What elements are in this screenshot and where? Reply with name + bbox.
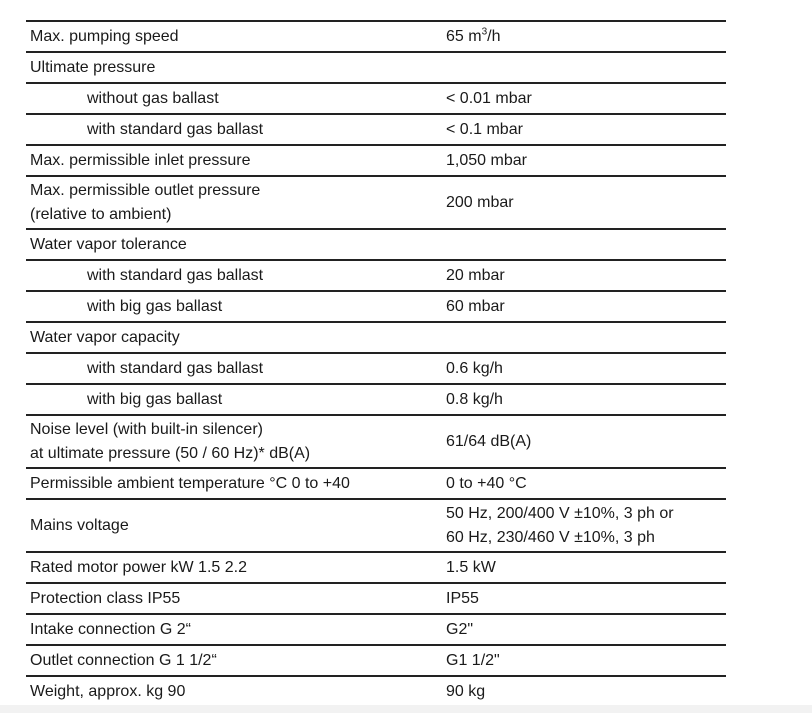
- row-value: G1 1/2": [446, 651, 500, 669]
- row-label: Max. permissible outlet pressure (relative to ambient): [30, 181, 261, 223]
- row-value: < 0.1 mbar: [446, 120, 523, 138]
- spec-table: [26, 20, 726, 708]
- row-value: 200 mbar: [446, 193, 514, 211]
- row-label: Rated motor power kW 1.5 2.2: [30, 558, 247, 576]
- table-row: [26, 615, 726, 646]
- row-value: [442, 230, 726, 259]
- table-row: [26, 146, 726, 177]
- table-row: [26, 469, 726, 500]
- row-label: with big gas ballast: [87, 390, 223, 408]
- row-value: 1.5 kW: [446, 558, 496, 576]
- table-row: [26, 553, 726, 584]
- table-row: [26, 416, 726, 469]
- row-value: [442, 53, 726, 82]
- row-label: Water vapor capacity: [30, 328, 180, 346]
- table-row: [26, 500, 726, 553]
- row-label: without gas ballast: [87, 89, 219, 107]
- table-row: [26, 53, 726, 84]
- table-row: [26, 230, 726, 261]
- table-row: [26, 646, 726, 677]
- row-label: Intake connection G 2“: [30, 620, 191, 638]
- row-value: G2": [446, 620, 474, 638]
- row-value: 90 kg: [446, 682, 486, 700]
- row-label: Weight, approx. kg 90: [30, 682, 186, 700]
- row-label: with standard gas ballast: [87, 359, 264, 377]
- row-label: Water vapor tolerance: [30, 235, 187, 253]
- table-row: [26, 354, 726, 385]
- row-value: [442, 323, 726, 352]
- row-value: < 0.01 mbar: [446, 89, 532, 107]
- table-row: [26, 22, 726, 53]
- row-label: Permissible ambient temperature °C 0 to +40: [30, 474, 350, 492]
- row-value: 0 to +40 °C: [446, 474, 527, 492]
- row-value: 65 $m^3/h$: [446, 26, 501, 45]
- row-label: Max. pumping speed: [30, 27, 179, 45]
- table-row: [26, 677, 726, 708]
- row-value: 0.8 kg/h: [446, 390, 503, 408]
- row-label: Noise level (with built-in silencer) at ultimate pressure (50 / 60 Hz)* dB(A): [30, 420, 311, 462]
- row-value: 50 Hz, 200/400 V ±10%, 3 ph or 60 Hz, 230/460 V ±10%, 3 ph: [446, 504, 674, 546]
- row-label: with standard gas ballast: [87, 266, 264, 284]
- table-row: [26, 261, 726, 292]
- row-label: Mains voltage: [30, 516, 129, 534]
- row-label: with standard gas ballast: [87, 120, 264, 138]
- table-row: [26, 84, 726, 115]
- row-label: Protection class IP55: [30, 589, 181, 607]
- table-row: [26, 292, 726, 323]
- table-row: [26, 115, 726, 146]
- table-row: [26, 584, 726, 615]
- row-value: 61/64 dB(A): [446, 432, 532, 450]
- row-value: IP55: [446, 589, 479, 607]
- table-row: [26, 385, 726, 416]
- bottom-gap: [0, 705, 812, 713]
- row-value: 0.6 kg/h: [446, 359, 503, 377]
- table-row: [26, 177, 726, 230]
- table-row: [26, 323, 726, 354]
- row-value: 1,050 mbar: [446, 151, 527, 169]
- row-label: Ultimate pressure: [30, 58, 156, 76]
- row-value: 60 mbar: [446, 297, 505, 315]
- row-label: Max. permissible inlet pressure: [30, 151, 251, 169]
- row-value: 20 mbar: [446, 266, 505, 284]
- row-label: with big gas ballast: [87, 297, 223, 315]
- row-label: Outlet connection G 1 1/2“: [30, 651, 217, 669]
